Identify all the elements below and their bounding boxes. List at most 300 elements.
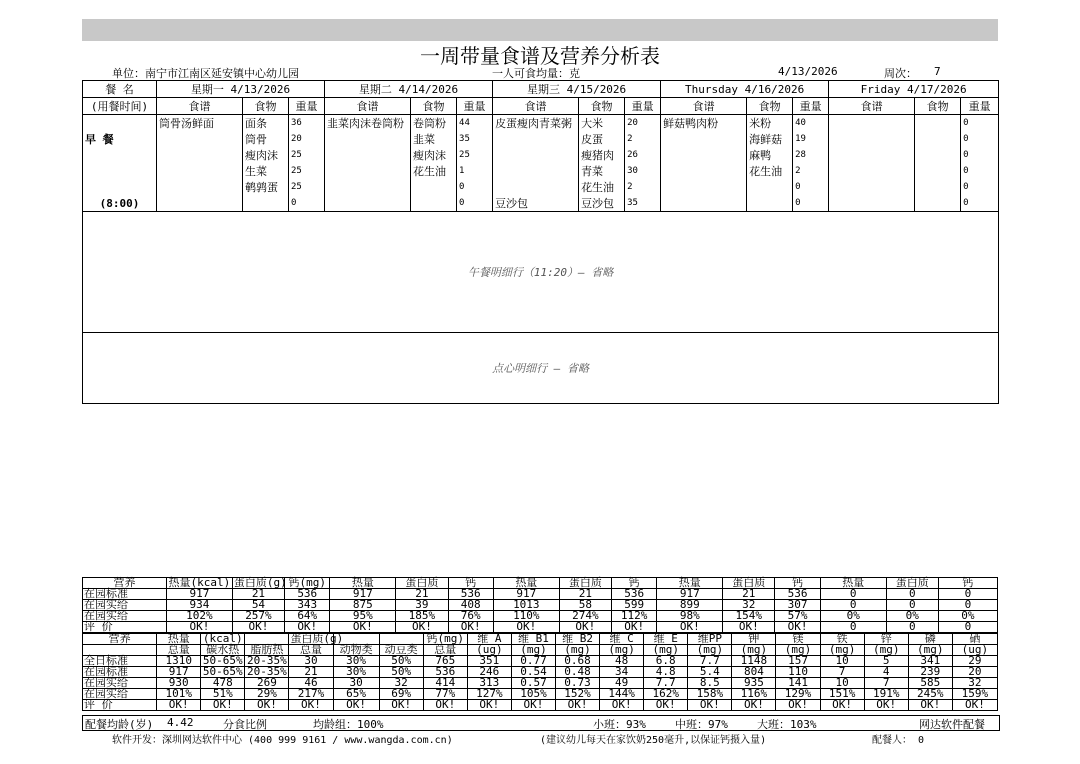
daily-value: 32 (723, 600, 775, 611)
menu-food-cell: 瘦猪肉 (579, 147, 625, 163)
weekly-value: 105% (511, 689, 555, 700)
weekly-value: 50% (379, 656, 423, 667)
weekly-value: 0.57 (511, 678, 555, 689)
weekly-value: OK! (732, 700, 776, 711)
weekly-value: 29 (952, 656, 997, 667)
daily-header-cell: 营养 (83, 578, 167, 589)
daily-value: 0% (820, 611, 886, 622)
weekly-header-cell: (mg) (688, 645, 732, 656)
menu-recipe-cell (493, 179, 579, 195)
weekly-value: 51% (201, 689, 245, 700)
weekly-header-cell: 脂肪热 (245, 645, 289, 656)
weekly-value: 5.4 (688, 667, 732, 678)
menu-weight-cell: 0 (961, 147, 999, 163)
menu-recipe-cell (157, 195, 243, 212)
daily-value: OK! (611, 622, 656, 633)
daily-value: OK! (167, 622, 233, 633)
weekly-value: 217% (289, 689, 333, 700)
weekly-value: 313 (467, 678, 511, 689)
weekly-header-cell: (ug) (952, 645, 997, 656)
menu-weight-cell: 40 (793, 115, 829, 132)
weekly-value: 157 (776, 656, 820, 667)
col-food: 食物 (579, 98, 625, 115)
weekly-header-cell: (mg) (732, 645, 776, 656)
weekly-value: 930 (157, 678, 201, 689)
daily-value: 917 (493, 589, 559, 600)
weekly-value: 0.68 (556, 656, 600, 667)
menu-recipe-cell (325, 195, 411, 212)
breakfast-row (83, 163, 999, 179)
weekly-value: 158% (688, 689, 732, 700)
menu-recipe-cell (325, 163, 411, 179)
menu-weight-cell: 26 (625, 147, 661, 163)
daily-value: 39 (396, 600, 448, 611)
avg-group: 均龄组：100% (313, 718, 384, 731)
weekly-value: 69% (379, 689, 423, 700)
daily-value: 599 (611, 600, 656, 611)
daily-value: 0 (820, 589, 886, 600)
weekly-value: 765 (423, 656, 467, 667)
weekly-value: 10 (820, 656, 864, 667)
meal-label-cell (83, 115, 157, 132)
daily-value: 0 (886, 600, 938, 611)
weekly-value: 77% (423, 689, 467, 700)
menu-weight-cell: 28 (793, 147, 829, 163)
weekly-value: OK! (467, 700, 511, 711)
menu-weight-cell: 20 (289, 131, 325, 147)
daily-value: 536 (611, 589, 656, 600)
day-header: Friday 4/17/2026 (829, 81, 999, 98)
snack-placeholder-row (83, 333, 999, 404)
menu-food-cell (747, 195, 793, 212)
menu-recipe-cell: 韭菜肉沫卷筒粉 (325, 115, 411, 132)
weekly-value: 7 (864, 678, 908, 689)
daily-value: 102% (167, 611, 233, 622)
daily-value: 58 (559, 600, 611, 611)
weekly-value: 239 (908, 667, 952, 678)
daily-value: 64% (285, 611, 330, 622)
menu-weight-cell: 2 (625, 179, 661, 195)
menu-weight-cell: 35 (457, 131, 493, 147)
weekly-nutrition-table (82, 633, 998, 711)
col-recipe: 食谱 (661, 98, 747, 115)
daily-nutrition-table (82, 577, 998, 633)
menu-food-cell (411, 195, 457, 212)
menu-food-cell (915, 115, 961, 132)
daily-value: 257% (232, 611, 284, 622)
developer-note: 软件开发：深圳网达软件中心 (400 999 9161 / www.wangda.com.cn) (112, 735, 453, 746)
weekly-value: 478 (201, 678, 245, 689)
daily-value: 875 (330, 600, 396, 611)
daily-value: OK! (723, 622, 775, 633)
meal-name-header: 餐 名 (83, 81, 157, 98)
weekly-value: 30% (333, 667, 379, 678)
daily-value: 917 (167, 589, 233, 600)
weekly-value: OK! (379, 700, 423, 711)
breakfast-row (83, 195, 999, 212)
small-class: 小班：93% (593, 718, 646, 731)
weekly-value: 7.7 (688, 656, 732, 667)
weekly-value: 351 (467, 656, 511, 667)
daily-value: 1013 (493, 600, 559, 611)
daily-value: OK! (448, 622, 493, 633)
menu-recipe-cell (661, 131, 747, 147)
daily-row-label: 在园实给 (83, 611, 167, 622)
weekly-value: 1310 (157, 656, 201, 667)
menu-weight-cell: 25 (289, 179, 325, 195)
menu-recipe-cell (829, 195, 915, 212)
menu-weight-cell: 35 (625, 195, 661, 212)
daily-row (83, 622, 998, 633)
weekly-value: OK! (820, 700, 864, 711)
daily-header-cell: 蛋白质 (396, 578, 448, 589)
daily-value: 536 (775, 589, 820, 600)
large-class: 大班：103% (757, 718, 817, 731)
menu-food-cell: 鹌鹑蛋 (243, 179, 289, 195)
weekly-value: 151% (820, 689, 864, 700)
menu-weight-cell: 0 (793, 179, 829, 195)
weekly-header-cell: 钾 (732, 634, 776, 645)
weekly-header-cell: 维PP (688, 634, 732, 645)
weekly-value: 152% (556, 689, 600, 700)
weekly-value: 341 (908, 656, 952, 667)
daily-row-label: 评 价 (83, 622, 167, 633)
menu-recipe-cell (325, 179, 411, 195)
weekly-header-cell: 总量 (157, 645, 201, 656)
daily-value: 0 (938, 589, 997, 600)
weekly-value: 7 (820, 667, 864, 678)
menu-food-cell (411, 179, 457, 195)
weekly-value: OK! (511, 700, 555, 711)
col-recipe: 食谱 (829, 98, 915, 115)
page-title: 一周带量食谱及营养分析表 (420, 44, 660, 68)
weekly-value: 4.8 (644, 667, 688, 678)
menu-table (82, 80, 999, 404)
menu-food-cell: 卷筒粉 (411, 115, 457, 132)
weekly-header-cell: 热量 (157, 634, 201, 645)
menu-food-cell: 米粉 (747, 115, 793, 132)
menu-weight-cell: 0 (961, 131, 999, 147)
weekly-value: OK! (157, 700, 201, 711)
daily-row (83, 600, 998, 611)
menu-recipe-cell (661, 179, 747, 195)
weekly-header-cell: (mg) (776, 645, 820, 656)
weekly-value: 5 (864, 656, 908, 667)
menu-weight-cell: 25 (457, 147, 493, 163)
weekly-value: OK! (289, 700, 333, 711)
weekly-value: 141 (776, 678, 820, 689)
menu-weight-cell: 0 (961, 195, 999, 212)
daily-value: 0% (938, 611, 997, 622)
menu-food-cell: 瘦肉沫 (243, 147, 289, 163)
weekly-value: 1148 (732, 656, 776, 667)
menu-food-cell: 筒骨 (243, 131, 289, 147)
daily-value: 21 (559, 589, 611, 600)
daily-value: 112% (611, 611, 656, 622)
breakfast-row (83, 115, 999, 132)
col-weight: 重量 (961, 98, 999, 115)
daily-value: 917 (657, 589, 723, 600)
menu-food-cell: 生菜 (243, 163, 289, 179)
weekly-value: 101% (157, 689, 201, 700)
day-header: Thursday 4/16/2026 (661, 81, 829, 98)
daily-value: 408 (448, 600, 493, 611)
daily-value: OK! (330, 622, 396, 633)
daily-value: 95% (330, 611, 396, 622)
menu-weight-cell: 2 (793, 163, 829, 179)
daily-header-cell: 热量(kcal) (167, 578, 233, 589)
brand-label: 网达软件配餐 (919, 718, 985, 731)
weekly-header-cell: (mg) (820, 645, 864, 656)
weekly-value: 7.7 (644, 678, 688, 689)
col-food: 食物 (747, 98, 793, 115)
menu-recipe-cell (493, 163, 579, 179)
daily-value: OK! (493, 622, 559, 633)
weekly-value: 414 (423, 678, 467, 689)
weekly-value: 8.5 (688, 678, 732, 689)
daily-value: OK! (396, 622, 448, 633)
daily-header-cell: 钙(mg) (285, 578, 330, 589)
menu-weight-cell: 0 (457, 179, 493, 195)
weekly-value: 32 (379, 678, 423, 689)
weekly-value: 269 (245, 678, 289, 689)
weekly-value: 34 (600, 667, 644, 678)
breakfast-row (83, 147, 999, 163)
lunch-placeholder-row (83, 212, 999, 333)
daily-value: 0 (886, 622, 938, 633)
menu-food-cell: 花生油 (579, 179, 625, 195)
daily-value: 0 (820, 622, 886, 633)
weekly-value: OK! (201, 700, 245, 711)
weekly-value: 6.8 (644, 656, 688, 667)
daily-value: 110% (493, 611, 559, 622)
menu-food-cell: 皮蛋 (579, 131, 625, 147)
weekly-header-cell: 维 A (467, 634, 511, 645)
menu-food-cell (915, 131, 961, 147)
weekly-value: 127% (467, 689, 511, 700)
breakfast-row (83, 179, 999, 195)
daily-header-cell: 热量 (657, 578, 723, 589)
meal-label-cell: 早 餐 (83, 131, 157, 147)
menu-recipe-cell (829, 179, 915, 195)
daily-value: 934 (167, 600, 233, 611)
weekly-header-cell: 磷 (908, 634, 952, 645)
daily-header-cell: 钙 (775, 578, 820, 589)
menu-recipe-cell (829, 131, 915, 147)
menu-recipe-cell: 豆沙包 (493, 195, 579, 212)
daily-value: 76% (448, 611, 493, 622)
per-person-label: 一人可食均量：克 (492, 67, 580, 80)
weekly-row-label: 在园标准 (83, 667, 157, 678)
weekly-header-cell: 碳水热 (201, 645, 245, 656)
ratio-label: 分食比例 (223, 718, 267, 731)
daily-value: 0% (886, 611, 938, 622)
daily-value: 536 (285, 589, 330, 600)
weekly-row-label: 全日标准 (83, 656, 157, 667)
weekly-value: 246 (467, 667, 511, 678)
weekly-header-cell: 总量 (423, 645, 467, 656)
menu-weight-cell: 0 (793, 195, 829, 212)
daily-value: OK! (559, 622, 611, 633)
daily-header-cell: 蛋白质 (886, 578, 938, 589)
col-weight: 重量 (625, 98, 661, 115)
weekly-value: 20-35% (245, 656, 289, 667)
daily-value: 0 (886, 589, 938, 600)
menu-weight-cell: 0 (961, 163, 999, 179)
week-number: 7 (934, 65, 941, 78)
daily-header-cell: 热量 (820, 578, 886, 589)
menu-food-cell: 花生油 (747, 163, 793, 179)
footer-bar (82, 715, 1000, 731)
menu-recipe-cell (661, 195, 747, 212)
menu-weight-cell: 30 (625, 163, 661, 179)
day-header: 星期二 4/14/2026 (325, 81, 493, 98)
weekly-header-cell: 营养 (83, 634, 157, 645)
menu-food-cell: 豆沙包 (579, 195, 625, 212)
col-food: 食物 (915, 98, 961, 115)
weekly-header-cell: (mg) (644, 645, 688, 656)
day-header: 星期三 4/15/2026 (493, 81, 661, 98)
daily-value: 274% (559, 611, 611, 622)
weekly-row-label: 在园实给 (83, 678, 157, 689)
weekly-header-cell: (mg) (511, 645, 555, 656)
weekly-value: OK! (556, 700, 600, 711)
report-date: 4/13/2026 (778, 65, 838, 78)
weekly-row-label: 在园实给 (83, 689, 157, 700)
weekly-value: 585 (908, 678, 952, 689)
menu-food-cell (915, 163, 961, 179)
weekly-value: 110 (776, 667, 820, 678)
weekly-value: 162% (644, 689, 688, 700)
daily-header-cell: 蛋白质 (559, 578, 611, 589)
snack-placeholder: 点心明细行 — 省略 (83, 333, 999, 404)
day-header: 星期一 4/13/2026 (157, 81, 325, 98)
daily-header-cell: 蛋白质(g) (233, 576, 287, 589)
weekly-row (83, 700, 998, 711)
menu-weight-cell: 19 (793, 131, 829, 147)
weekly-value: OK! (600, 700, 644, 711)
daily-header-cell: 蛋白质 (723, 578, 775, 589)
weekly-value: 245% (908, 689, 952, 700)
meal-time-header: (用餐时间) (83, 98, 157, 115)
meal-label-cell: (8:00) (83, 195, 157, 212)
menu-recipe-cell: 筒骨汤鲜面 (157, 115, 243, 132)
menu-recipe-cell (829, 115, 915, 132)
daily-value: 343 (285, 600, 330, 611)
weekly-header-cell: 动物类 (333, 645, 379, 656)
daily-value: 54 (232, 600, 284, 611)
daily-value: OK! (285, 622, 330, 633)
menu-food-cell (243, 195, 289, 212)
weekly-header-cell: (mg) (908, 645, 952, 656)
weekly-header-cell: 硒 (952, 634, 997, 645)
menu-food-cell: 瘦肉沫 (411, 147, 457, 163)
weekly-value: 20-35% (245, 667, 289, 678)
menu-food-cell: 面条 (243, 115, 289, 132)
daily-value: 917 (330, 589, 396, 600)
col-recipe: 食谱 (157, 98, 243, 115)
menu-weight-cell: 25 (289, 147, 325, 163)
weekly-value: 49 (600, 678, 644, 689)
weekly-header-cell: 维 B1 (511, 634, 555, 645)
daily-value: 899 (657, 600, 723, 611)
daily-row (83, 589, 998, 600)
breakfast-row (83, 131, 999, 147)
weekly-value: 191% (864, 689, 908, 700)
middle-class: 中班：97% (675, 718, 728, 731)
daily-value: 0 (820, 600, 886, 611)
meal-label-cell (83, 179, 157, 195)
col-food: 食物 (411, 98, 457, 115)
menu-weight-cell: 0 (457, 195, 493, 212)
col-weight: 重量 (457, 98, 493, 115)
daily-value: OK! (232, 622, 284, 633)
daily-row-label: 在园标准 (83, 589, 167, 600)
col-weight: 重量 (289, 98, 325, 115)
menu-recipe-cell (157, 131, 243, 147)
weekly-header-cell: (mg) (864, 645, 908, 656)
weekly-value: 50-65% (201, 667, 245, 678)
menu-recipe-cell (829, 147, 915, 163)
daily-header-cell: 钙 (938, 578, 997, 589)
weekly-value: 0.54 (511, 667, 555, 678)
weekly-header-cell: (kcal) (201, 634, 245, 645)
daily-header-cell: 钙 (448, 578, 493, 589)
daily-value: 154% (723, 611, 775, 622)
daily-header-cell: 热量 (493, 578, 559, 589)
daily-value: OK! (775, 622, 820, 633)
daily-value: 185% (396, 611, 448, 622)
daily-value: 21 (232, 589, 284, 600)
menu-weight-cell: 0 (961, 115, 999, 132)
daily-value: 307 (775, 600, 820, 611)
weekly-row-label: 评 价 (83, 700, 157, 711)
weekly-value: 50% (379, 667, 423, 678)
weekly-value: OK! (952, 700, 997, 711)
weekly-value: 48 (600, 656, 644, 667)
menu-weight-cell: 20 (625, 115, 661, 132)
daily-row (83, 611, 998, 622)
weekly-value: 159% (952, 689, 997, 700)
milk-advice: (建议幼儿每天在家饮奶250毫升,以保证钙摄入量) (540, 735, 767, 746)
weekly-value: OK! (245, 700, 289, 711)
weekly-value: OK! (908, 700, 952, 711)
menu-recipe-cell (493, 131, 579, 147)
menu-weight-cell: 44 (457, 115, 493, 132)
weekly-value: 29% (245, 689, 289, 700)
weekly-value: 65% (333, 689, 379, 700)
weekly-value: 20 (952, 667, 997, 678)
weekly-value: 21 (289, 667, 333, 678)
weekly-header-cell: 钙(mg) (423, 634, 467, 645)
menu-food-cell (747, 179, 793, 195)
caterer-label: 配餐人： 0 (872, 735, 925, 746)
menu-food-cell: 大米 (579, 115, 625, 132)
weekly-header-cell: (mg) (556, 645, 600, 656)
menu-recipe-cell (325, 147, 411, 163)
menu-recipe-cell (157, 163, 243, 179)
breakfast-rows (83, 115, 999, 212)
weekly-value: 804 (732, 667, 776, 678)
unit-label: 单位：南宁市江南区延安镇中心幼儿园 (112, 67, 299, 80)
menu-recipe-cell (493, 147, 579, 163)
menu-weight-cell: 2 (625, 131, 661, 147)
weekly-value: 30 (333, 678, 379, 689)
menu-food-cell: 麻鸭 (747, 147, 793, 163)
weekly-header-cell: (ug) (467, 645, 511, 656)
menu-weight-cell: 36 (289, 115, 325, 132)
age-value: 4.42 (167, 716, 194, 729)
